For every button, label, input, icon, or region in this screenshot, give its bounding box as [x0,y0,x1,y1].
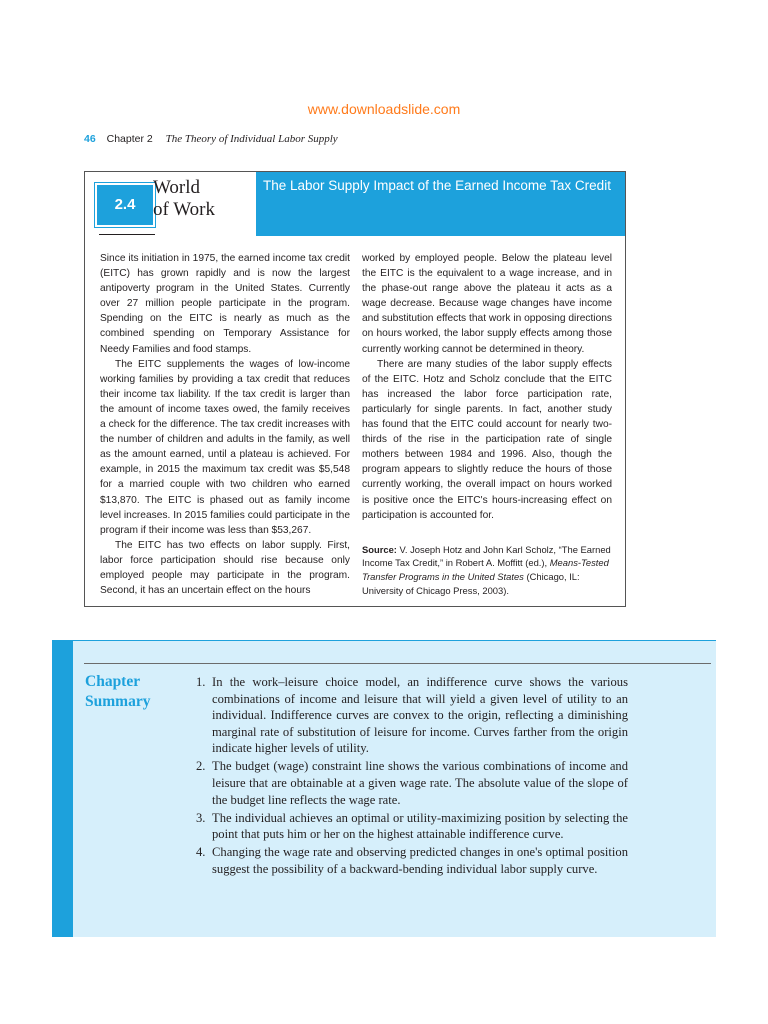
summary-rule [84,663,711,664]
chapter-label: Chapter 2 [106,133,153,145]
watermark-link[interactable]: www.downloadslide.com [307,101,461,117]
box-paragraph: The EITC has two effects on labor supply. First, labor force participation should rise because only employed people may participate in the program. Second, it has an uncertain effect on the hours [100,539,350,597]
world-of-work-text [153,177,215,221]
summary-top-line [73,640,716,641]
summary-item-text: Changing the wage rate and observing predicted changes in one's optimal position suggest the possibility of a backward-bending individual labor supply curve. [212,845,628,877]
box-paragraph: Since its initiation in 1975, the earned income tax credit (EITC) has grown rapidly and is now the largest antipoverty program in the United States. Currently over 27 million people participate in the program. Spending on the EITC is nearly as much as the combined spending on Temporary Assistance for Needy Families and food stamps. [100,253,350,355]
box-left-column [100,251,350,598]
box-header [85,172,625,236]
summary-item-text: The budget (wage) constraint line shows the various combinations of income and leisure that are obtainable at a given wage rate. The absolute value of the slope of the budget line reflects the wage rate. [212,759,628,807]
source-citation [362,543,612,598]
box-number-badge: 2.4 [95,183,155,227]
world-of-work-label [95,175,255,233]
summary-item-number: 1. [196,675,206,689]
summary-item-number: 3. [196,810,206,825]
summary-heading: Chapter Summary [85,673,151,710]
world-of-work-line2: of Work [153,199,215,220]
summary-list [196,674,628,879]
world-of-work-line1: World [153,177,201,198]
summary-item [196,758,628,808]
source-italic-title: Means-Tested Transfer Programs in the United States [362,557,609,583]
running-head [84,133,338,145]
source-text: V. Joseph Hotz and John Karl Scholz, “The Earned Income Tax Credit,” in Robert A. Moffitt (ed.), [362,543,611,569]
page-number: 46 [84,133,96,145]
box-paragraph: There are many studies of the labor supply effects of the EITC. Hotz and Scholz conclude that the EITC has increased the labor force participation rate, particularly for single parents. In fact, another study has found that the EITC could account for nearly two-thirds of the rise in the participation rate of single mothers between 1984 and 1996. Also, though the program appears to slightly reduce the hours of those currently working, the overall impact on hours worked is positive once the EITC's hours-increasing effect on participation is accounted for. [362,358,612,521]
world-of-work-box [84,171,626,607]
summary-accent-stripe [52,640,73,937]
label-rule [99,234,155,235]
box-title-panel [256,172,625,236]
summary-item [196,844,628,877]
summary-item-number: 4. [196,845,206,860]
box-paragraph: The EITC supplements the wages of low-income working families by providing a tax credit that reduces their income tax liability. If the tax credit is larger than the amount of income taxes owed, the family receives a check for the difference. The tax credit increases with the number of children and adults in the family, as well as the amount earned, until a plateau is achieved. For example, in 2015 the maximum tax credit was $5,548 for a married couple with two children who earned $13,870. The EITC is phased out as family income level increases. In 2015 families could participate in the program if their income was less than $53,267. [100,358,350,536]
summary-item-text: The individual achieves an optimal or utility-maximizing position by selecting the point that puts him or her on the highest attainable indifference curve. [212,810,628,842]
box-title: The Labor Supply Impact of the Earned Income Tax Credit [263,178,611,193]
summary-item [196,810,628,843]
summary-item-number: 2. [196,759,206,774]
source-text: (Chicago, IL: University of Chicago Press, 2003). [362,571,580,597]
box-right-column [362,251,612,598]
summary-item-text: In the work–leisure choice model, an indifference curve shows the various combinations of income and leisure that will yield a given level of utility to an individual. Indifference curves are convex to the origin, reflecting a diminishing marginal rate of substitution of leisure for income. Curves farther from the origin indicate higher levels of utility. [212,675,628,756]
chapter-title: The Theory of Individual Labor Supply [165,133,338,145]
box-paragraph: worked by employed people. Below the plateau level the EITC is the equivalent to a wage increase, and in the phase-out range above the plateau it acts as a wage decrease. Because wage changes have income and substitution effects that work in opposing directions on hours worked, the labor supply effects among those currently working cannot be determined in theory. [362,253,612,355]
summary-item [196,674,628,757]
source-label: Source: [362,543,397,555]
